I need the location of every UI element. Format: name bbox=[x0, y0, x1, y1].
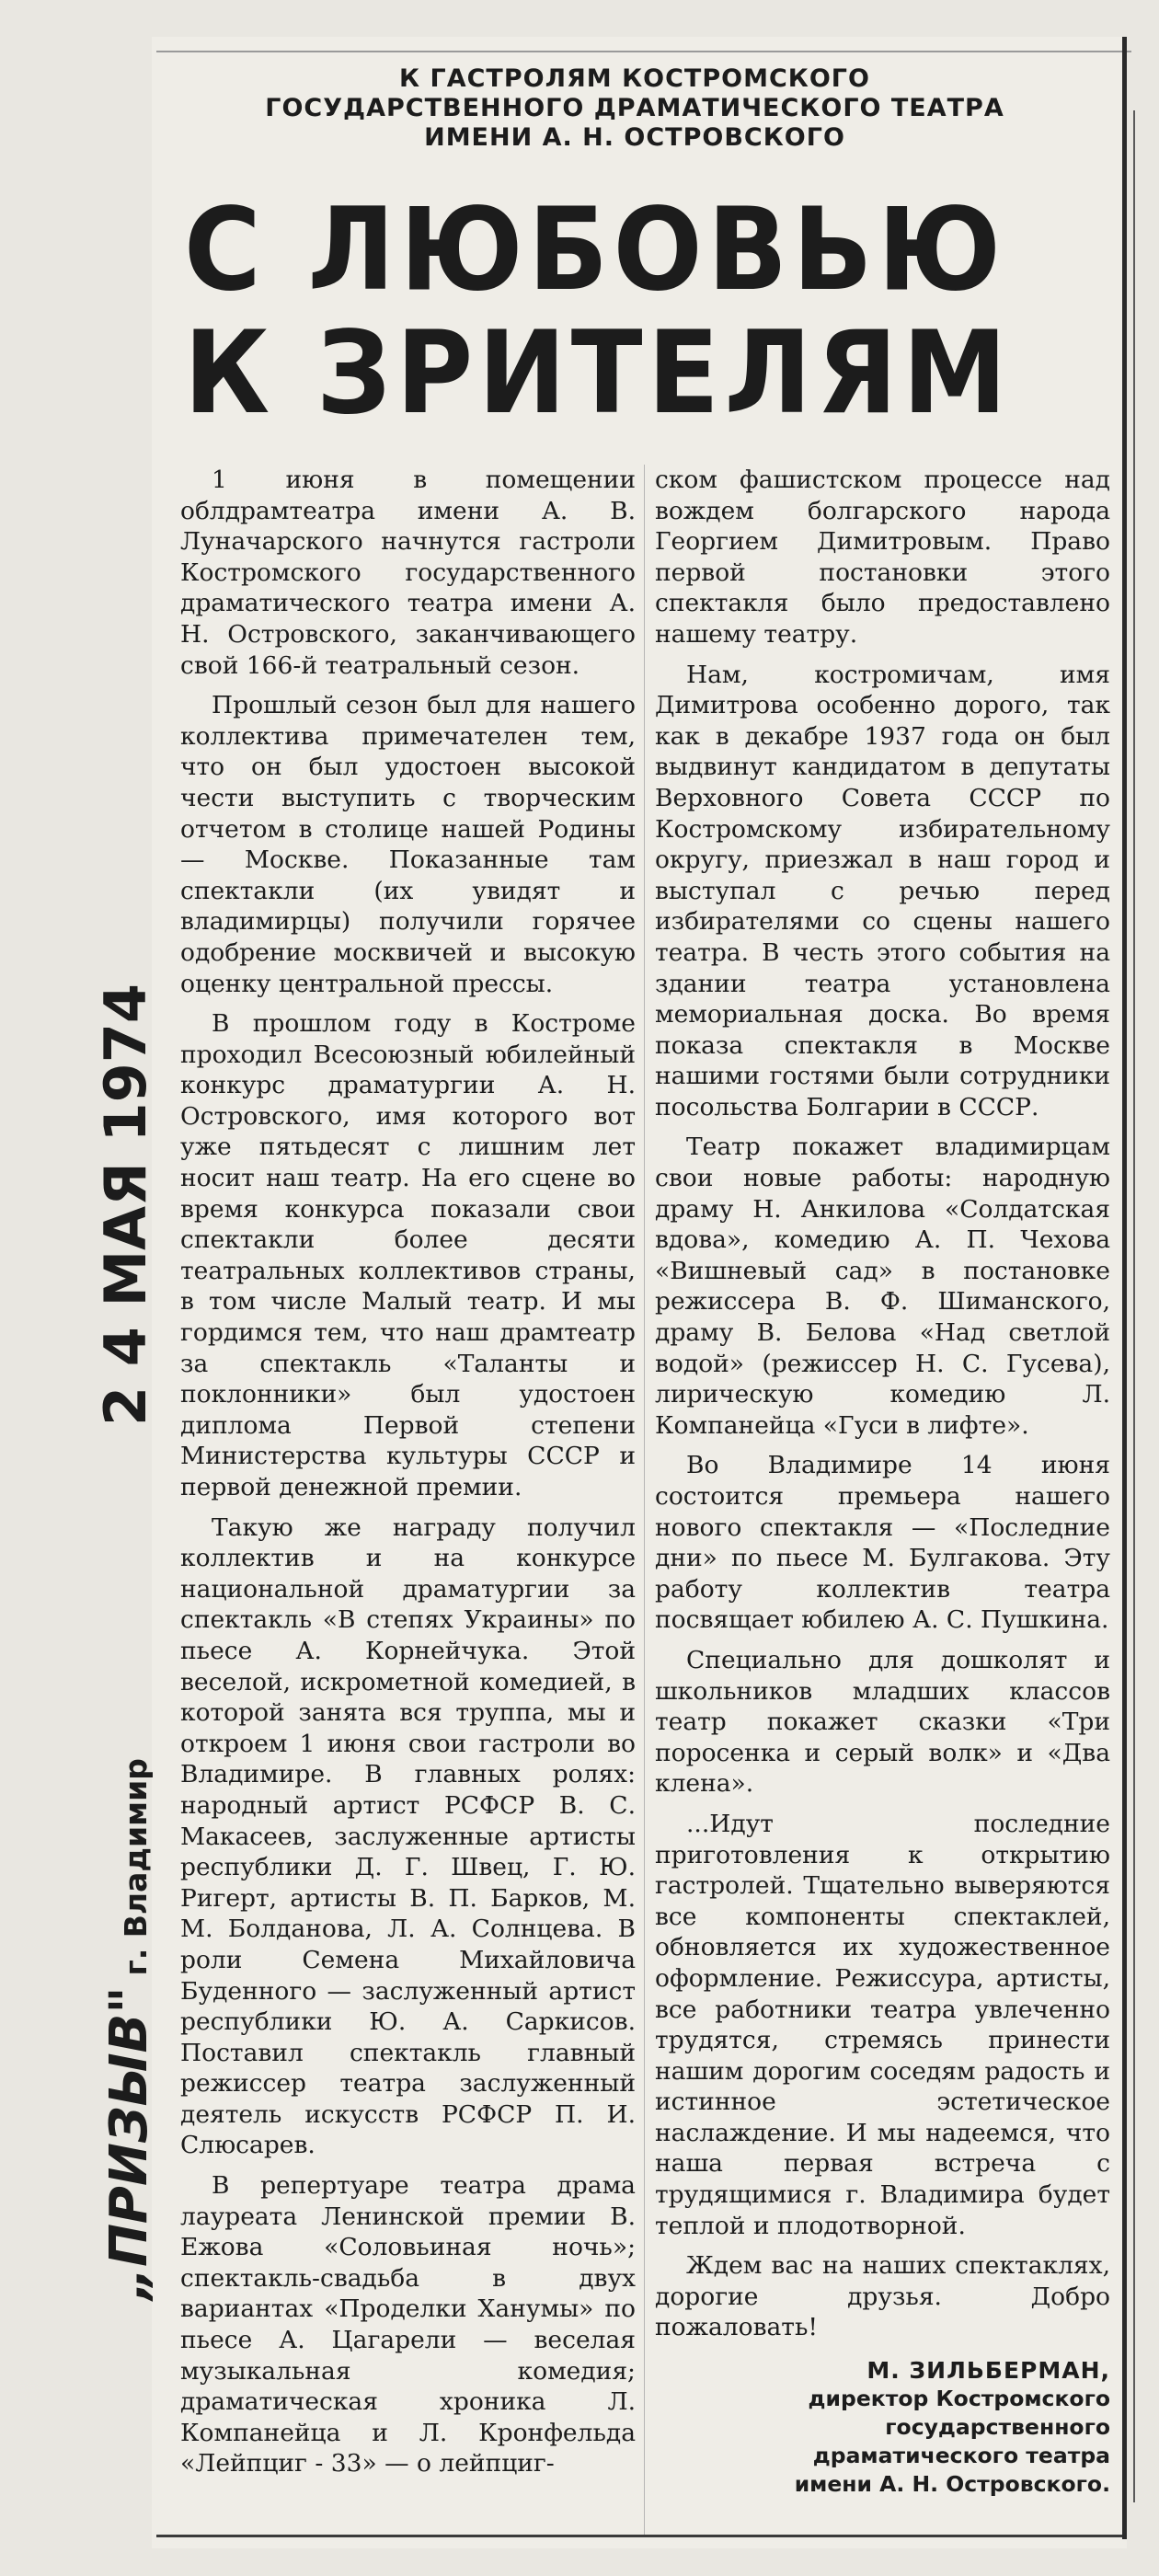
paragraph: Специально для дошколят и школьников младших классов театр покажет сказки «Три поросенка и серый волк» и «Два клена». bbox=[655, 1645, 1110, 1799]
paragraph: Театр покажет владимирцам свои новые работы: народную драму Н. Анкилова «Солдатская вдова», комедию А. П. Чехова «Вишневый сад» в постановке режиссера В. Ф. Шиманского, драму В. Белова «Над светлой водой» (режиссер Н. С. Гусева), лирическую комедию Л. Компанейца «Гуси в лифте». bbox=[655, 1133, 1110, 1440]
article-column-left bbox=[180, 465, 636, 2479]
paragraph: Прошлый сезон был для нашего коллектива примечателен тем, что он был удостоен высокой чести выступить с творческим отчетом в столице нашей Родины — Москве. Показанные там спектакли (их увидят и владимирцы) получили горячее одобрение москвичей и высокую оценку центральной прессы. bbox=[180, 691, 636, 998]
top-rule bbox=[156, 51, 1131, 52]
bottom-rule bbox=[156, 2535, 1122, 2537]
author-name: М. ЗИЛЬБЕРМАН, bbox=[866, 2357, 1110, 2385]
newspaper-stamp bbox=[92, 983, 159, 2300]
paragraph: Во Владимире 14 июня состоится премьера нашего нового спектакля — «Последние дни» по пьесе М. Булгакова. Эту работу коллектив театра посвящает юбилею А. С. Пушкина. bbox=[655, 1451, 1110, 1635]
paragraph: Такую же награду получил коллектив и на конкурсе национальной драматургии за спектакль «В степях Украины» по пьесе А. Корнейчука. Этой веселой, искрометной комедией, в которой занята вся труппа, мы и откроем 1 июня свои гастроли во Владимире. В главных ролях: народный артист РСФСР В. С. Макасеев, заслуженные артисты республики Д. Г. Швец, Г. Ю. Ригерт, артисты В. П. Барков, М. М. Болданова, Л. А. Солнцева. В роли Семена Михайловича Буденного — заслуженный артист республики Ю. А. Саркисов. Поставил спектакль главный режиссер театра заслуженный деятель искусств РСФСР П. И. Слюсарев. bbox=[180, 1512, 636, 2160]
paragraph: Ждем вас на наших спектаклях, дорогие друзья. Добро пожаловать! bbox=[655, 2251, 1110, 2342]
rubric-line: ИМЕНИ А. Н. ОСТРОВСКОГО bbox=[424, 123, 845, 152]
author-title-line: драматического театра bbox=[812, 2443, 1110, 2469]
headline-line: С ЛЮБОВЬЮ bbox=[184, 184, 1006, 316]
author-signature bbox=[655, 2356, 1110, 2499]
author-title-line: имени А. Н. Островского. bbox=[794, 2471, 1110, 2498]
column-divider bbox=[644, 465, 645, 2535]
stamp-city: г. Владимир bbox=[118, 1758, 154, 1976]
paragraph: ском фашистском процессе над вождем болгарского народа Георгием Димитровым. Право первой постановки этого спектакля было предоставлено нашему театру. bbox=[655, 466, 1110, 649]
headline-line: К ЗРИТЕЛЯМ bbox=[184, 307, 1013, 440]
paragraph: В репертуаре театра драма лауреата Ленинской премии В. Ежова «Соловьиная ночь»; спектакль-свадьба в двух вариантах «Проделки Ханумы» по пьесе А. Цагарели — веселая музыкальная комедия; драматическая хроника Л. Компанейца и Л. Кронфельда «Лейпциг - 33» — о лейпциг- bbox=[180, 2171, 636, 2478]
paragraph: 1 июня в помещении облдрамтеатра имени А. В. Луначарского начнутся гастроли Костромского государственного драматического театра имени А. Н. Островского, заканчивающего свой 166-й театральный сезон. bbox=[180, 466, 636, 680]
article-rubric bbox=[175, 64, 1095, 153]
article-headline bbox=[184, 184, 1039, 440]
paragraph: Нам, костромичам, имя Димитрова особенно дорого, так как в декабре 1937 года он был выдвинут кандидатом в депутаты Верховного Совета СССР по Костромскому избирательному округу, приезжал в наш город и выступал с речью перед избирателями со сцены нашего театра. В честь этого события на здании театра установлена мемориальная доска. Во время показа спектакля в Москве нашими гостями были сотрудники посольства Болгарии в СССР. bbox=[655, 660, 1110, 1121]
article-column-right bbox=[655, 465, 1110, 2499]
rubric-line: ГОСУДАРСТВЕННОГО ДРАМАТИЧЕСКОГО ТЕАТРА bbox=[265, 94, 1004, 122]
stamp-newspaper-name: „ПРИЗЫВ" bbox=[99, 1986, 159, 2300]
right-border-rule bbox=[1122, 37, 1127, 2539]
paragraph: В прошлом году в Костроме проходил Всесоюзный юбилейный конкурс драматургии А. Н. Островского, имя которого вот уже пятьдесят с лишним лет носит наш театр. На его сцене во время конкурса показали свои спектакли более десяти театральных коллективов страны, в том числе Малый театр. И мы гордимся тем, что наш драмтеатр за спектакль «Таланты и поклонники» был удостоен диплома Первой степени Министерства культуры СССР и первой денежной премии. bbox=[180, 1009, 636, 1501]
author-title-line: государственного bbox=[885, 2414, 1110, 2441]
rubric-line: К ГАСТРОЛЯМ КОСТРОМСКОГО bbox=[399, 64, 870, 93]
author-title-line: директор Костромского bbox=[808, 2386, 1110, 2412]
paragraph: ...Идут последние приготовления к открытию гастролей. Тщательно выверяются все компоненты спектаклей, обновляется их художественное оформление. Режиссура, артисты, все работники театра увлеченно трудятся, стремясь принести нашим дорогим соседям радость и истинное эстетическое наслаждение. И мы надеемся, что наша первая встреча с трудящимися г. Владимира будет теплой и плодотворной. bbox=[655, 1809, 1110, 2240]
stamp-date: 2 4 МАЯ 1974 bbox=[92, 983, 159, 1426]
right-border-rule-thin bbox=[1133, 110, 1135, 2502]
